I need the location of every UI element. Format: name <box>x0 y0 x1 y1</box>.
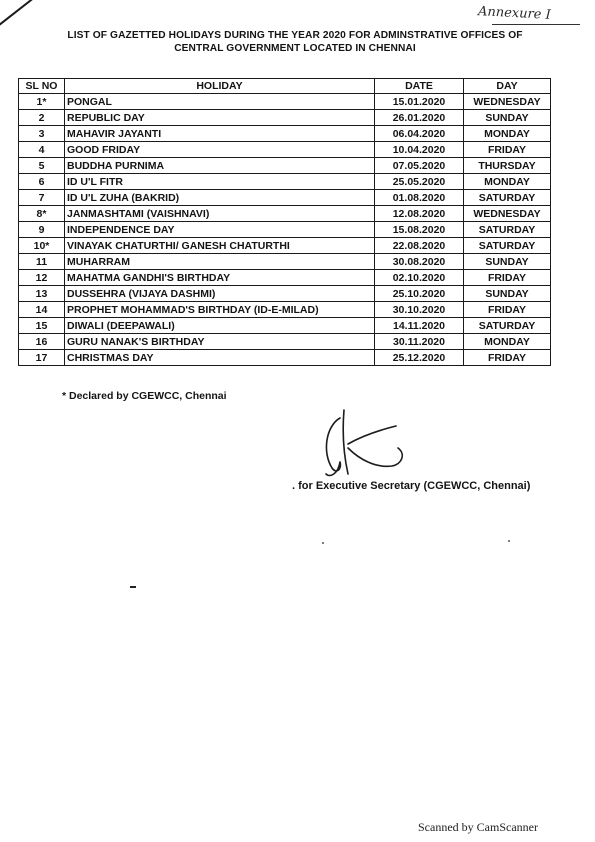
sl-no-cell: 1* <box>19 94 65 110</box>
stray-dot <box>322 542 324 544</box>
sl-no-cell: 17 <box>19 350 65 366</box>
day-cell: MONDAY <box>464 126 551 142</box>
table-row <box>19 94 551 110</box>
table-row <box>19 222 551 238</box>
annexure-label: Annexure I <box>477 4 552 23</box>
day-cell: FRIDAY <box>464 350 551 366</box>
holiday-cell: CHRISTMAS DAY <box>65 350 375 366</box>
date-cell: 06.04.2020 <box>375 126 464 142</box>
table-row <box>19 350 551 366</box>
table-row <box>19 270 551 286</box>
date-cell: 07.05.2020 <box>375 158 464 174</box>
day-cell: SUNDAY <box>464 254 551 270</box>
title-line-2: CENTRAL GOVERNMENT LOCATED IN CHENNAI <box>174 43 416 54</box>
holiday-cell: MAHAVIR JAYANTI <box>65 126 375 142</box>
table-row <box>19 142 551 158</box>
date-cell: 02.10.2020 <box>375 270 464 286</box>
header-date: DATE <box>375 79 464 94</box>
header-sl-no: SL NO <box>19 79 65 94</box>
date-cell: 26.01.2020 <box>375 110 464 126</box>
holiday-table <box>18 78 551 366</box>
sl-no-cell: 14 <box>19 302 65 318</box>
stray-dot <box>508 540 510 542</box>
table-row <box>19 238 551 254</box>
day-cell: FRIDAY <box>464 270 551 286</box>
sl-no-cell: 3 <box>19 126 65 142</box>
sl-no-cell: 13 <box>19 286 65 302</box>
holiday-cell: ID U'L ZUHA (BAKRID) <box>65 190 375 206</box>
date-cell: 30.08.2020 <box>375 254 464 270</box>
footnote: * Declared by CGEWCC, Chennai <box>62 390 227 402</box>
sl-no-cell: 12 <box>19 270 65 286</box>
annexure-underline <box>492 24 580 25</box>
sl-no-cell: 8* <box>19 206 65 222</box>
date-cell: 15.08.2020 <box>375 222 464 238</box>
holiday-cell: INDEPENDENCE DAY <box>65 222 375 238</box>
sl-no-cell: 10* <box>19 238 65 254</box>
sl-no-cell: 15 <box>19 318 65 334</box>
holiday-cell: PONGAL <box>65 94 375 110</box>
corner-mark <box>0 0 58 30</box>
sl-no-cell: 9 <box>19 222 65 238</box>
day-cell: SUNDAY <box>464 286 551 302</box>
day-cell: SATURDAY <box>464 238 551 254</box>
table-row <box>19 286 551 302</box>
table-row <box>19 190 551 206</box>
table-row <box>19 318 551 334</box>
day-cell: SATURDAY <box>464 222 551 238</box>
holiday-cell: MUHARRAM <box>65 254 375 270</box>
date-cell: 25.12.2020 <box>375 350 464 366</box>
holiday-cell: VINAYAK CHATURTHI/ GANESH CHATURTHI <box>65 238 375 254</box>
sl-no-cell: 4 <box>19 142 65 158</box>
sl-no-cell: 7 <box>19 190 65 206</box>
sl-no-cell: 2 <box>19 110 65 126</box>
table-header-row <box>19 79 551 94</box>
date-cell: 12.08.2020 <box>375 206 464 222</box>
sl-no-cell: 5 <box>19 158 65 174</box>
date-cell: 25.10.2020 <box>375 286 464 302</box>
day-cell: FRIDAY <box>464 142 551 158</box>
date-cell: 30.11.2020 <box>375 334 464 350</box>
holiday-cell: DIWALI (DEEPAWALI) <box>65 318 375 334</box>
title-line-1: LIST OF GAZETTED HOLIDAYS DURING THE YEAR 2020 FOR ADMINSTRATIVE OFFICES OF <box>67 30 523 41</box>
sl-no-cell: 6 <box>19 174 65 190</box>
day-cell: MONDAY <box>464 174 551 190</box>
day-cell: SUNDAY <box>464 110 551 126</box>
holiday-cell: DUSSEHRA (VIJAYA DASHMI) <box>65 286 375 302</box>
day-cell: WEDNESDAY <box>464 94 551 110</box>
day-cell: WEDNESDAY <box>464 206 551 222</box>
date-cell: 01.08.2020 <box>375 190 464 206</box>
table-row <box>19 110 551 126</box>
holiday-cell: GURU NANAK'S BIRTHDAY <box>65 334 375 350</box>
day-cell: THURSDAY <box>464 158 551 174</box>
table-row <box>19 254 551 270</box>
table-row <box>19 206 551 222</box>
holiday-cell: PROPHET MOHAMMAD'S BIRTHDAY (ID-E-MILAD) <box>65 302 375 318</box>
date-cell: 22.08.2020 <box>375 238 464 254</box>
day-cell: SATURDAY <box>464 190 551 206</box>
holiday-cell: REPUBLIC DAY <box>65 110 375 126</box>
signature <box>318 404 414 484</box>
holiday-cell: MAHATMA GANDHI'S BIRTHDAY <box>65 270 375 286</box>
sl-no-cell: 16 <box>19 334 65 350</box>
table-row <box>19 334 551 350</box>
sl-no-cell: 11 <box>19 254 65 270</box>
header-holiday: HOLIDAY <box>65 79 375 94</box>
document-title <box>60 29 530 55</box>
day-cell: FRIDAY <box>464 302 551 318</box>
stray-mark <box>130 586 136 588</box>
date-cell: 10.04.2020 <box>375 142 464 158</box>
day-cell: SATURDAY <box>464 318 551 334</box>
holiday-cell: GOOD FRIDAY <box>65 142 375 158</box>
date-cell: 15.01.2020 <box>375 94 464 110</box>
table-row <box>19 174 551 190</box>
table-row <box>19 158 551 174</box>
table-row <box>19 302 551 318</box>
scanner-watermark: Scanned by CamScanner <box>418 820 538 834</box>
signature-caption: . for Executive Secretary (CGEWCC, Chennai) <box>292 480 531 492</box>
date-cell: 25.05.2020 <box>375 174 464 190</box>
header-day: DAY <box>464 79 551 94</box>
date-cell: 14.11.2020 <box>375 318 464 334</box>
holiday-cell: ID U'L FITR <box>65 174 375 190</box>
holiday-cell: JANMASHTAMI (VAISHNAVI) <box>65 206 375 222</box>
holiday-cell: BUDDHA PURNIMA <box>65 158 375 174</box>
table-body <box>19 94 551 366</box>
table-row <box>19 126 551 142</box>
day-cell: MONDAY <box>464 334 551 350</box>
date-cell: 30.10.2020 <box>375 302 464 318</box>
